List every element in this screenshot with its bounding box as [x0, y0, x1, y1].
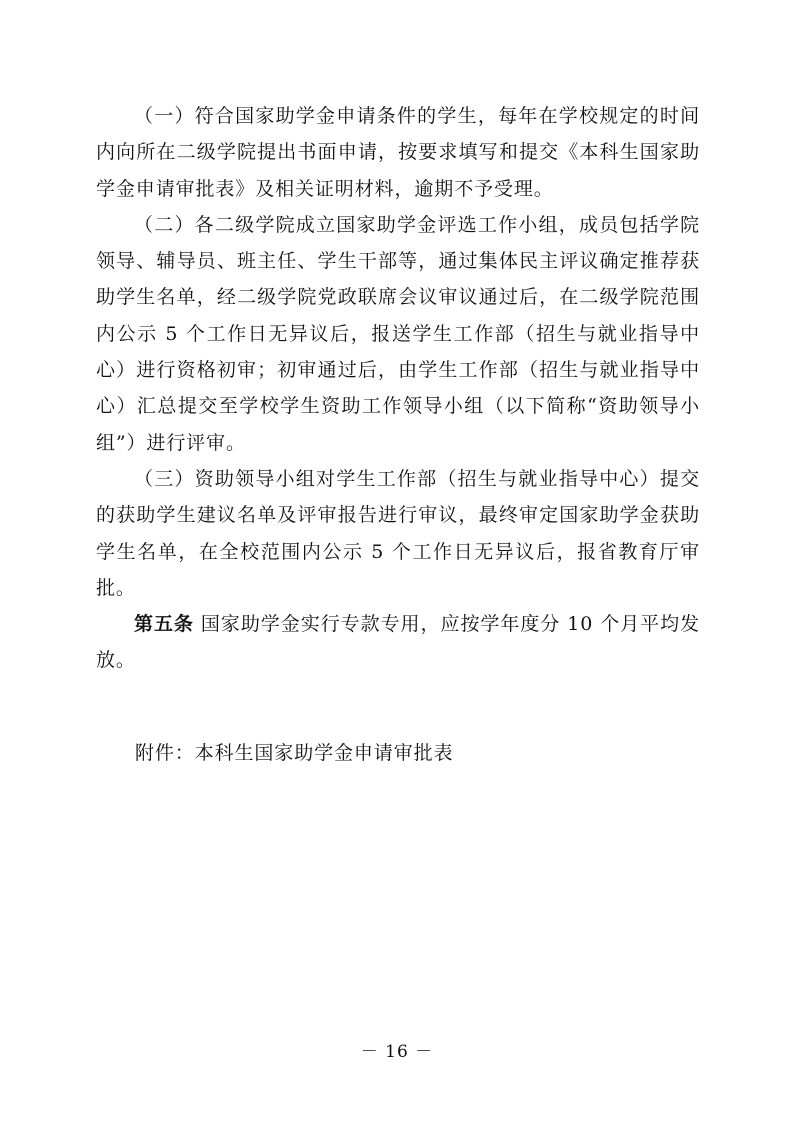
document-body [96, 98, 700, 679]
article-5-heading: 第五条 [134, 613, 194, 636]
paragraph-final-approval: （三）资助领导小组对学生工作部（招生与就业指导中心）提交的获助学生建议名单及评审报告进行审议，最终审定国家助学金获助学生名单，在全校范围内公示 5 个工作日无异议后，报省教育厅审批。 [96, 467, 700, 599]
attachment-note: 附件：本科生国家助学金申请审批表 [135, 742, 454, 764]
page-number: － 16 － [360, 1042, 434, 1062]
paragraph-application-submission: （一）符合国家助学金申请条件的学生，每年在学校规定的时间内向所在二级学院提出书面申请，按要求填写和提交《本科生国家助学金申请审批表》及相关证明材料，逾期不予受理。 [96, 105, 700, 200]
paragraph-college-review: （二）各二级学院成立国家助学金评选工作小组，成员包括学院领导、辅导员、班主任、学生干部等，通过集体民主评议确定推荐获助学生名单，经二级学院党政联席会议审议通过后，在二级学院范围内公示 5 个工作日无异议后，报送学生工作部（招生与就业指导中心）进行资格初审；初审通过后，由学生工作部（招生与就业指导中心）汇总提交至学校学生资助工作领导小组（以下简称“资助领导小组”）进行评审。 [96, 213, 700, 454]
article-5-text: 国家助学金实行专款专用，应按学年度分 10 个月平均发放。 [96, 613, 701, 672]
article-5-paragraph [96, 606, 700, 679]
